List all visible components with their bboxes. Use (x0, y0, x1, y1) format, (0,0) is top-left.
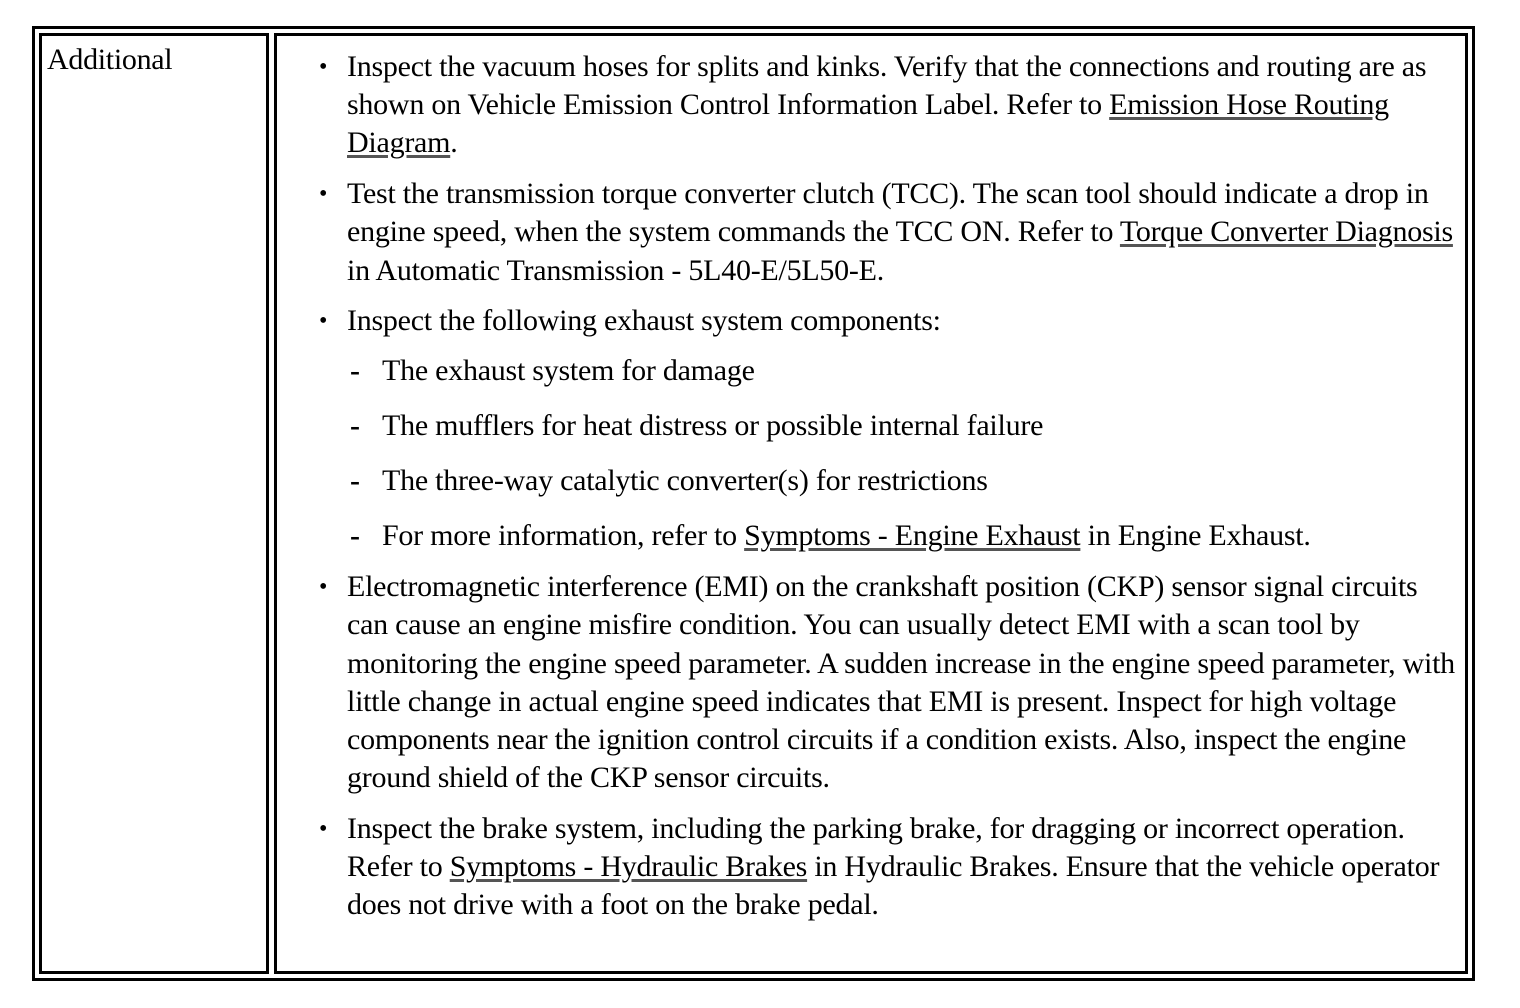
item-text-after: in Automatic Transmission - 5L40-E/5L50-E. (347, 253, 884, 287)
bullet-icon: • (319, 308, 328, 335)
sub-list-item (347, 352, 1455, 390)
bullet-icon: • (319, 574, 328, 601)
sub-list-item (347, 517, 1455, 555)
list-item (277, 48, 1465, 163)
symptoms-hydraulic-brakes-link[interactable]: Symptoms - Hydraulic Brakes (449, 850, 808, 884)
bullet-icon: • (319, 54, 328, 80)
sub-list (347, 352, 1455, 555)
sub-list-item (347, 407, 1455, 445)
item-text-after: . (450, 126, 458, 160)
content-cell (274, 33, 1468, 974)
item-text-after: in Hydraulic Brakes. Ensure that the vehicle operator does not drive with a foot on the brake pedal. (347, 850, 1440, 922)
item-text: Inspect the following exhaust system components: (347, 304, 941, 338)
dash-icon: - (350, 464, 360, 498)
list-item (277, 302, 1465, 555)
bullet-icon: • (319, 815, 328, 842)
symptoms-engine-exhaust-link[interactable]: Symptoms - Engine Exhaust (744, 519, 1081, 553)
dash-icon: - (350, 519, 360, 553)
sub-item-text: The mufflers for heat distress or possible internal failure (382, 409, 1044, 443)
dash-icon: - (350, 409, 360, 443)
torque-converter-diagnosis-link[interactable]: Torque Converter Diagnosis (1119, 215, 1453, 249)
item-text: Electromagnetic interference (EMI) on the crankshaft position (CKP) sensor signal circuits can cause an engine misfire condition. You can usually detect EMI with a scan tool by monitoring the engine speed parameter. A sudden increase in the engine speed parameter, with little change in actual engine speed indicates that EMI is present. Inspect for high voltage components near the ignition control circuits if a condition exists. Also, inspect the engine ground shield of the CKP sensor circuits. (347, 570, 1455, 795)
list-item (277, 810, 1465, 925)
list-item (277, 175, 1465, 290)
emission-hose-routing-link[interactable]: Emission Hose Routing Diagram (347, 88, 1389, 160)
sub-list-item (347, 462, 1455, 500)
sub-item-text: For more information, refer to (382, 519, 745, 553)
item-text: Inspect the vacuum hoses for splits and kinks. Verify that the connections and routing are as shown on Vehicle Emission Control Information Label. Refer to (347, 50, 1427, 122)
row-label: Additional (47, 43, 173, 76)
sub-item-text-after: in Engine Exhaust. (1080, 519, 1311, 553)
item-text: Test the transmission torque converter clutch (TCC). The scan tool should indicate a drop in engine speed, when the system commands the TCC ON. Refer to (347, 177, 1429, 249)
sub-item-text: The three-way catalytic converter(s) for restrictions (382, 464, 988, 498)
content-body (277, 48, 1465, 924)
info-table (32, 26, 1475, 981)
bullet-icon: • (319, 181, 328, 208)
label-cell (39, 33, 269, 974)
dash-icon: - (350, 354, 360, 388)
item-text: Inspect the brake system, including the parking brake, for dragging or incorrect operation. Refer to (347, 811, 1405, 884)
bullet-list (277, 48, 1465, 924)
list-item (277, 568, 1465, 797)
sub-item-text: The exhaust system for damage (382, 354, 755, 388)
